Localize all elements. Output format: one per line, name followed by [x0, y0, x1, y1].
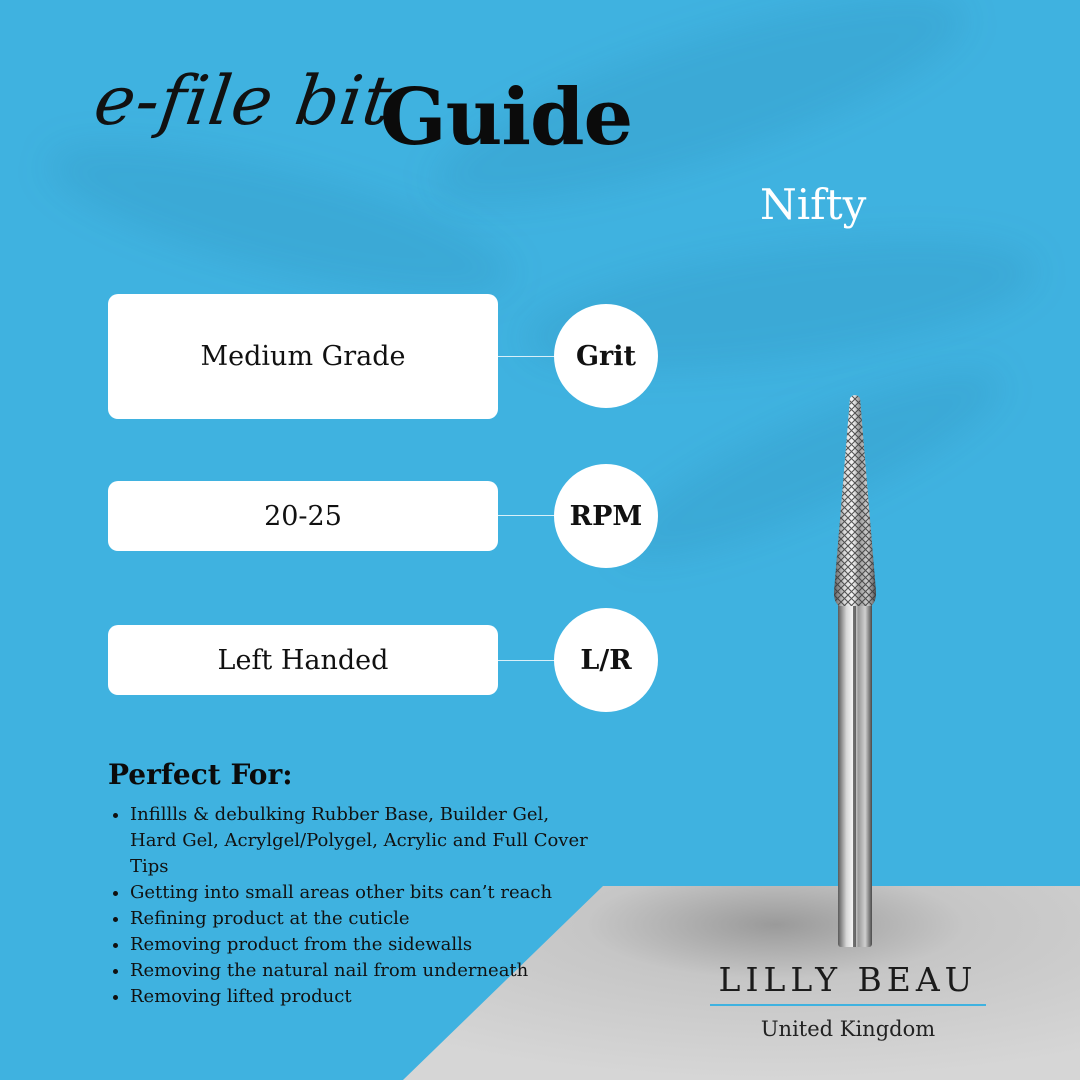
nail-drill-bit-icon	[820, 392, 890, 952]
brand-location: United Kingdom	[760, 1017, 936, 1041]
perfect-for-list	[108, 802, 600, 1010]
list-item: • Removing the natural nail from underneath	[130, 958, 600, 984]
direction-badge: L/R	[554, 608, 658, 712]
list-item: • Removing lifted product	[130, 984, 600, 1010]
title-bold: Guide	[380, 72, 633, 163]
grit-value-card: Medium Grade	[108, 294, 498, 419]
product-name: Nifty	[760, 180, 867, 229]
brand-divider	[710, 1004, 986, 1006]
list-item: • Refining product at the cuticle	[130, 906, 600, 932]
brand-name: LILLY BEAU	[718, 960, 978, 999]
perfect-for-heading: Perfect For:	[108, 758, 293, 791]
direction-connector	[498, 660, 556, 661]
grit-connector	[498, 356, 556, 357]
list-item: • Infillls & debulking Rubber Base, Builder Gel, Hard Gel, Acrylgel/Polygel, Acrylic and Full Cover Tips	[130, 802, 600, 880]
rpm-value-card: 20-25	[108, 481, 498, 551]
grit-badge: Grit	[554, 304, 658, 408]
list-item: • Removing product from the sidewalls	[130, 932, 600, 958]
direction-value-card: Left Handed	[108, 625, 498, 695]
title-script: e-file bit	[89, 62, 397, 141]
list-item: • Getting into small areas other bits can’t reach	[130, 880, 600, 906]
rpm-badge: RPM	[554, 464, 658, 568]
rpm-connector	[498, 515, 556, 516]
